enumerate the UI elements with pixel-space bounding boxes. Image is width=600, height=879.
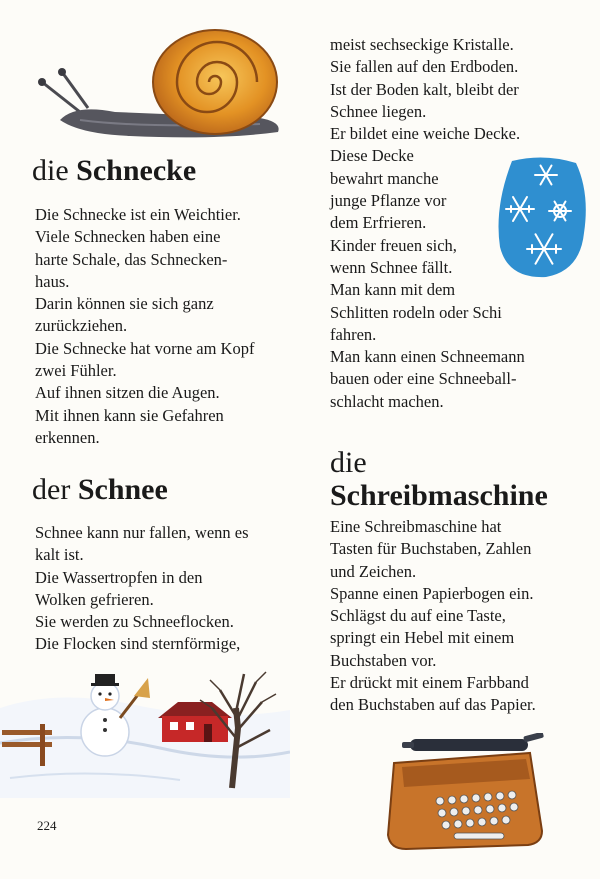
typewriter-text [330,516,536,717]
text-line: meist sechseckige Kristalle. [330,35,514,54]
text-line: springt ein Hebel mit einem [330,628,515,648]
text-line: kalt ist. [35,545,84,565]
text-line: Die Schnecke hat vorne am Kopf [35,338,255,358]
text-line: Die Wassertropfen in den [35,567,203,587]
text-line: zwei Fühler. [35,361,117,381]
text-line: zurückziehen. [35,316,128,336]
snail-heading [32,154,196,188]
text-line: haus. [35,271,70,291]
text-line: harte Schale, das Schnecken- [35,249,228,269]
text-line: Kinder freuen sich, [330,235,457,255]
typewriter-heading [330,446,548,512]
snow-heading-word: Schnee [77,473,168,506]
snail-heading-article: die [32,154,69,187]
text-line: dem Erfrieren. [330,213,427,233]
text-line: wenn Schnee fällt. [330,257,453,277]
text-line: Er bildet eine weiche Decke. [330,124,521,144]
text-line: Ist der Boden kalt, bleibt der [330,79,519,99]
text-line: Schnee liegen. [330,101,427,121]
text-line: bauen oder eine Schneeball- [330,369,517,389]
snail-heading-word: Schnecke [76,154,197,187]
text-line: Man kann einen Schneemann [330,347,525,367]
text-line: Buchstaben vor. [330,650,437,670]
page-number: 224 [37,818,57,833]
text-line: Schlitten rodeln oder Schi [330,302,502,322]
text-line: Sie werden zu Schneeflocken. [35,612,234,632]
snow-text [35,522,249,656]
text-line: bewahrt manche [330,168,439,188]
text-line: Viele Schnecken haben eine [35,227,221,247]
winter-scene-illustration [0,668,290,798]
typewriter-illustration [380,733,550,853]
text-line: Man kann mit dem [330,280,456,300]
text-line: Tasten für Buchstaben, Zahlen [330,539,532,559]
text-line: Die Flocken sind sternförmige, [35,634,241,654]
text-line: fahren. [330,324,377,344]
snail-text [35,204,254,449]
text-line: Die Schnecke ist ein Weichtier. [35,205,241,224]
text-line: Eine Schreibmaschine hat [330,517,502,536]
text-line: Er drückt mit einem Farbband [330,673,529,693]
text-line: erkennen. [35,427,100,447]
snowflake-illustration [494,153,589,281]
text-line: Darin können sie sich ganz [35,294,214,314]
snail-illustration [20,20,285,145]
snow-heading [32,473,168,507]
text-line: Schlägst du auf eine Taste, [330,606,506,626]
text-line: Sie fallen auf den Erdboden. [330,57,519,77]
text-line: Wolken gefrieren. [35,589,154,609]
text-line: den Buchstaben auf das Papier. [330,695,536,715]
text-line: Spanne einen Papierbogen ein. [330,583,534,603]
snow-heading-article: der [32,473,71,506]
text-line: schlacht machen. [330,391,444,411]
text-line: junge Pflanze vor [330,191,447,211]
text-line: Auf ihnen sitzen die Augen. [35,383,220,403]
text-line: und Zeichen. [330,561,417,581]
text-line: Schnee kann nur fallen, wenn es [35,523,249,542]
text-line: Diese Decke [330,146,414,166]
typewriter-heading-article: die [330,446,367,479]
text-line: Mit ihnen kann sie Gefahren [35,405,224,425]
typewriter-heading-word: Schreibmaschine [330,479,548,512]
